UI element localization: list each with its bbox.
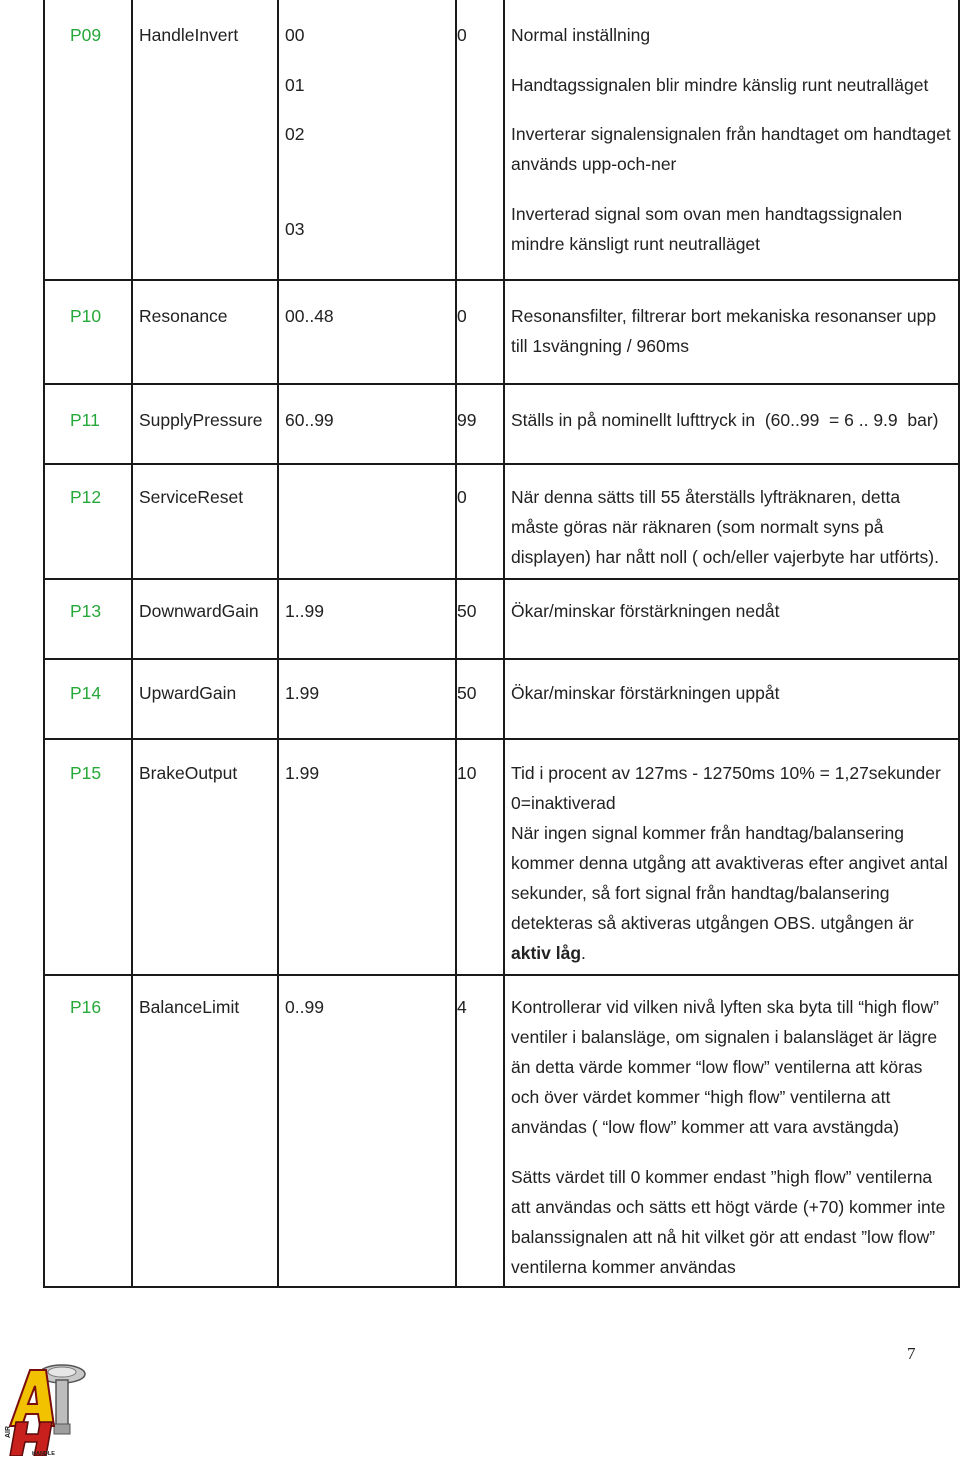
desc-paragraph: Sätts värdet till 0 kommer endast ”high flow” ventilerna att användas och sätts ett högt värde (+70) kommer inte balanssignalen att nå hit vilket gör att endast ”low flow” ventilerna kommer användas [511,1167,946,1277]
param-name: BrakeOutput [132,739,278,975]
param-default: 0 [456,0,504,50]
air-handle-logo [4,1362,90,1456]
param-description: När denna sätts till 55 återställs lyfträknaren, detta måste göras när räknaren (som normalt syns på displayen) har nått noll ( och/eller vajerbyte har utförts). [504,464,959,579]
logo-text-air: AIR [5,1425,12,1438]
param-code: P12 [44,464,132,579]
param-description: Ökar/minskar förstärkningen nedåt [504,579,959,659]
emphasis: aktiv låg [511,943,582,963]
table-row-p10 [44,280,959,384]
desc-line: När ingen signal kommer från handtag/balansering kommer denna utgång att avaktiveras efter angivet antal sekunder, så fort signal från handtag/balansering detekteras så aktiveras utgången OBS. utgången är aktiv låg. [511,823,948,963]
table-row-p14 [44,659,959,739]
param-description: Resonansfilter, filtrerar bort mekaniska resonanser upp till 1svängning / 960ms [504,280,959,384]
param-description: Handtagssignalen blir mindre känslig runt neutralläget [504,50,959,100]
param-range: 00..48 [278,280,456,384]
param-description [504,975,959,1287]
param-code: P16 [44,975,132,1287]
param-description: Ökar/minskar förstärkningen uppåt [504,659,959,739]
param-name: UpwardGain [132,659,278,739]
param-code: P11 [44,384,132,464]
param-code: P09 [44,0,132,50]
table-row-p11 [44,384,959,464]
table-row-p16 [44,975,959,1287]
param-range [278,464,456,579]
param-default: 50 [456,579,504,659]
param-range: 00 [278,0,456,50]
param-name: Resonance [132,280,278,384]
table-row-p09-02 [44,100,959,179]
param-range: 1.99 [278,659,456,739]
table-row-p13 [44,579,959,659]
desc-line: Tid i procent av 127ms - 12750ms 10% = 1,27sekunder [511,763,941,783]
desc-line: 0=inaktiverad [511,793,616,813]
param-code: P10 [44,280,132,384]
param-default: 0 [456,280,504,384]
param-code: P14 [44,659,132,739]
desc-paragraph: Kontrollerar vid vilken nivå lyften ska byta till “high flow” ventiler i balansläge, om signalen i balansläget är lägre än detta värde kommer “low flow” ventilerna att köras och över värdet kommer “high flow” ventilerna att användas ( “low flow” kommer att vara avstängda) [511,997,939,1137]
param-default: 0 [456,464,504,579]
param-description [504,739,959,975]
table-row-p12 [44,464,959,579]
param-code: P13 [44,579,132,659]
param-range: 1..99 [278,579,456,659]
table-row-p09-01 [44,50,959,100]
param-description: Normal inställning [504,0,959,50]
page-number: 7 [907,1344,916,1363]
param-default: 10 [456,739,504,975]
param-range: 03 [278,179,456,280]
param-name: SupplyPressure [132,384,278,464]
param-range: 01 [278,50,456,100]
param-name: BalanceLimit [132,975,278,1287]
table-row-p15 [44,739,959,975]
param-range: 60..99 [278,384,456,464]
param-code: P15 [44,739,132,975]
param-default: 50 [456,659,504,739]
param-default: 4 [456,975,504,1287]
logo-text-handle: HANDLE [32,1451,55,1456]
param-range: 1.99 [278,739,456,975]
param-name: ServiceReset [132,464,278,579]
param-default: 99 [456,384,504,464]
param-description: Inverterar signalensignalen från handtaget om handtaget används upp-och-ner [504,100,959,179]
table-row-p09-03 [44,179,959,280]
param-description: Ställs in på nominellt lufttryck in (60..99 = 6 .. 9.9 bar) [504,384,959,464]
param-description: Inverterad signal som ovan men handtagssignalen mindre känsligt runt neutralläget [504,179,959,280]
param-range: 0..99 [278,975,456,1287]
parameter-table [43,0,960,1288]
param-name: DownwardGain [132,579,278,659]
param-name: HandleInvert [132,0,278,50]
param-range: 02 [278,100,456,179]
table-row-p09-00 [44,0,959,50]
